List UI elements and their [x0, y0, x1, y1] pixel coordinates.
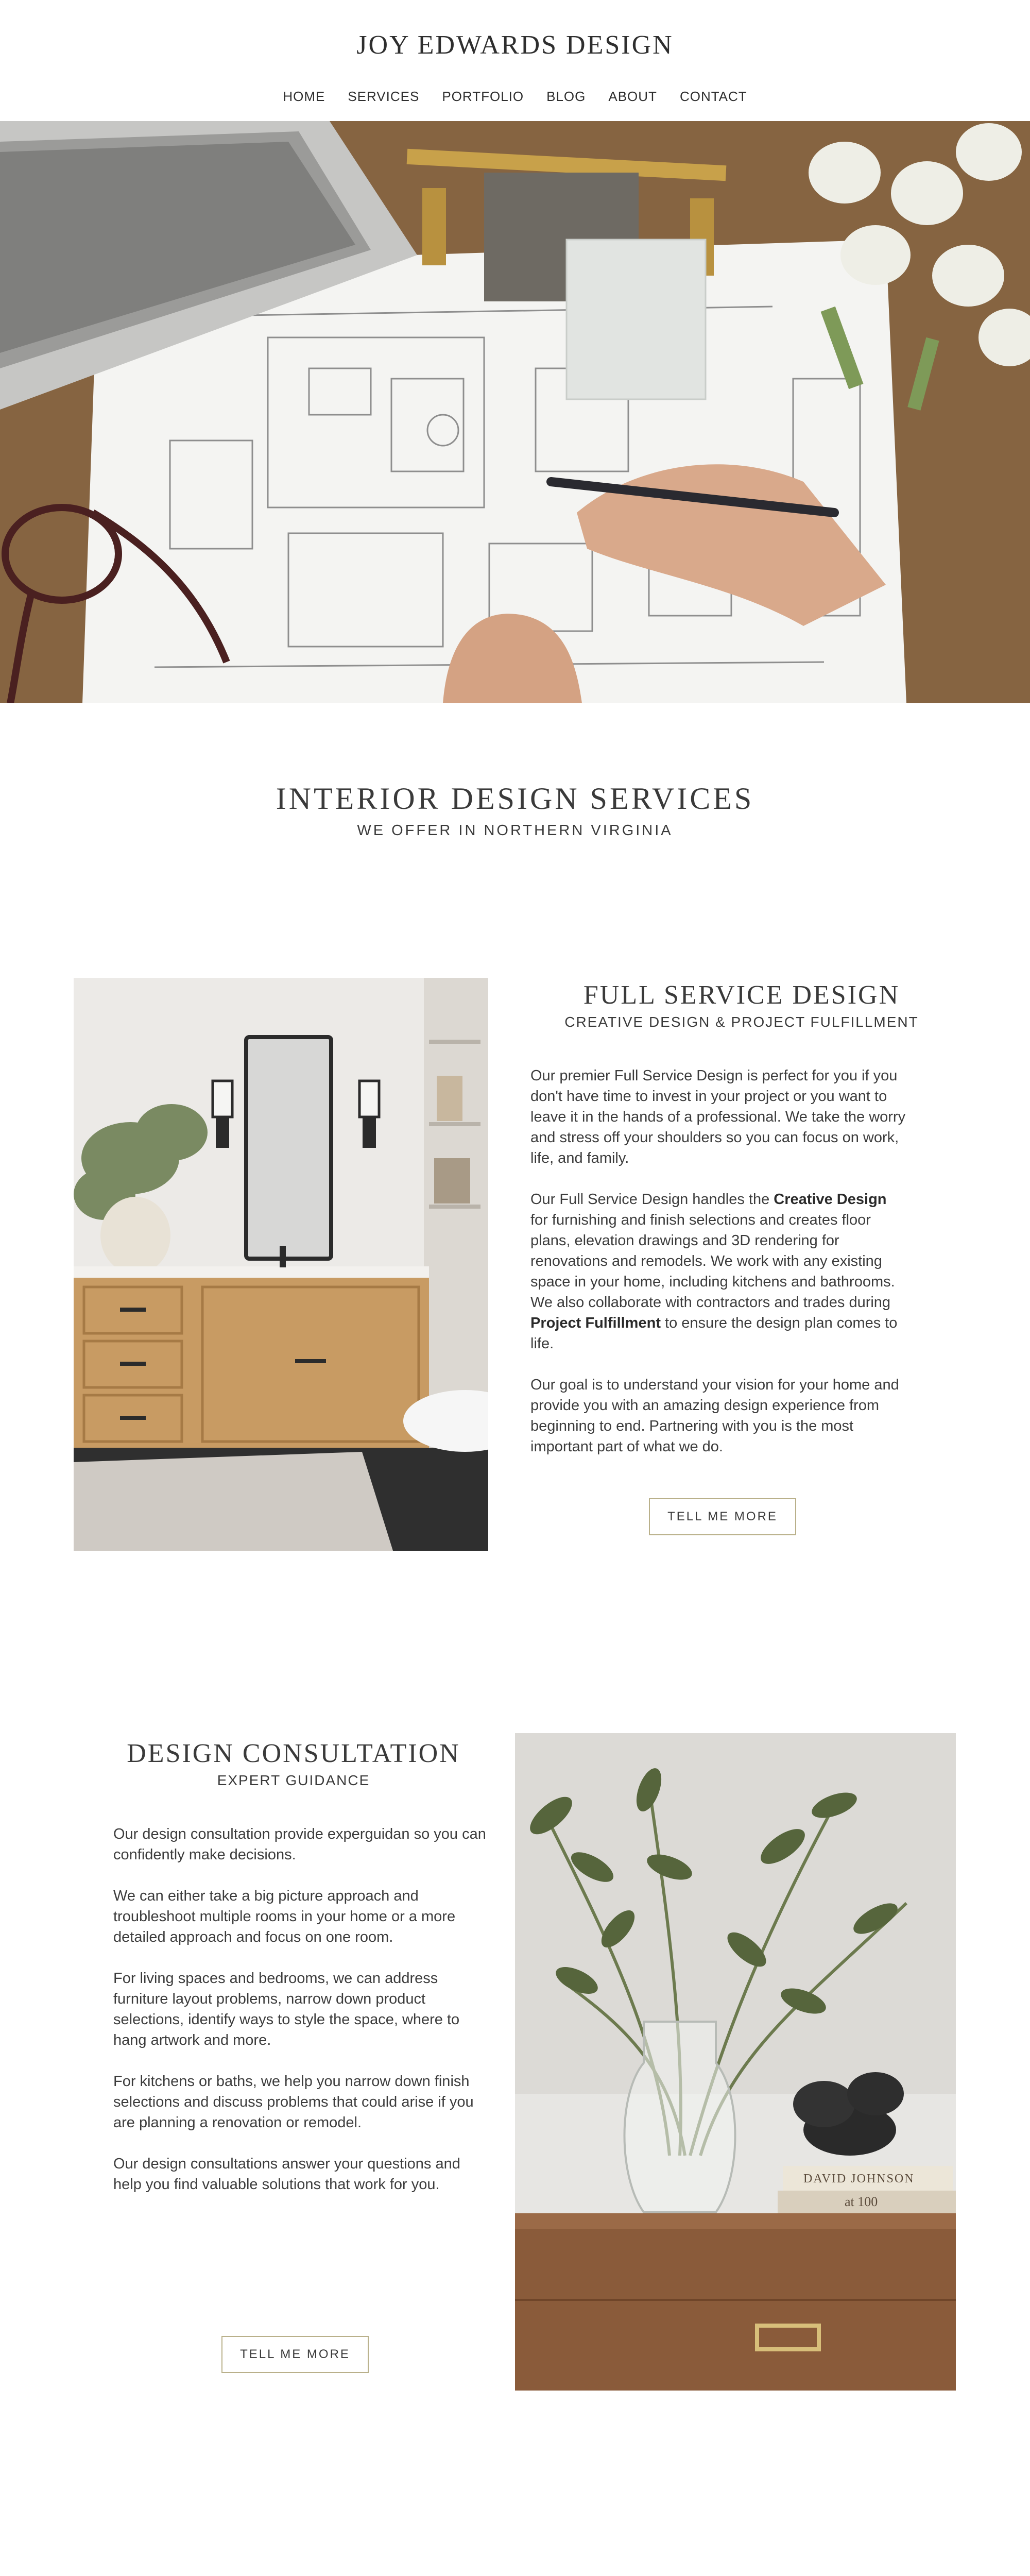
consultation-title: DESIGN CONSULTATION — [127, 1739, 460, 1768]
paragraph-text: for furnishing and finish selections and creates floor plans, elevation drawings and 3D rendering for renovations and remodels. We work with any existing space in your home, including kitchens and bathrooms. We also collaborate with contractors and trades during — [530, 1212, 895, 1311]
creative-design-emphasis: Creative Design — [774, 1191, 887, 1208]
hero-image — [0, 121, 1030, 703]
full-service-subtitle: CREATIVE DESIGN & PROJECT FULFILLMENT — [564, 1014, 919, 1030]
consultation-paragraph-5: Our design consultations answer your questions and help you find valuable solutions that work for you. — [113, 2156, 460, 2193]
paragraph-text: Our Full Service Design handles the — [530, 1191, 774, 1208]
consultation-paragraph-3: For living spaces and bedrooms, we can address furniture layout problems, narrow down product selections, identify ways to style the space, where to hang artwork and more. — [113, 1970, 460, 2048]
project-fulfillment-emphasis: Project Fulfillment — [530, 1315, 661, 1331]
full-service-paragraph-3: Our goal is to understand your vision for your home and provide you with an amazing design experience from beginning to end. Partnering with you is the most important part of what we do. — [530, 1377, 899, 1455]
vase-dresser-image — [515, 1733, 956, 2391]
book-title-text: at 100 — [845, 2194, 878, 2209]
consultation-subtitle: EXPERT GUIDANCE — [217, 1772, 370, 1788]
site-title[interactable]: JOY EDWARDS DESIGN — [356, 30, 674, 60]
consultation-paragraph-2: We can either take a big picture approach and troubleshoot multiple rooms in your home or a more detailed approach and focus on one room. — [113, 1888, 456, 1945]
consultation-paragraph-4: For kitchens or baths, we help you narrow down finish selections and discuss problems that could arise if you are planning a renovation or remodel. — [113, 2073, 474, 2131]
nav-about[interactable]: ABOUT — [608, 89, 657, 104]
consultation-body — [113, 1824, 489, 2215]
full-service-paragraph-2 — [530, 1189, 906, 1354]
services-title: INTERIOR DESIGN SERVICES — [276, 782, 754, 816]
nav-home[interactable]: HOME — [283, 89, 325, 104]
consultation-tell-me-more-button[interactable]: TELL ME MORE — [221, 2336, 369, 2373]
nav-blog[interactable]: BLOG — [546, 89, 586, 104]
consultation-paragraph-1: Our design consultation provide experguidan so you can confidently make decisions. — [113, 1826, 486, 1863]
full-service-paragraph-1: Our premier Full Service Design is perfect for you if you don't have time to invest in your project or you want to leave it in the hands of a professional. We take the worry and stress off your shoulders so you can focus on work, life, and family. — [530, 1067, 906, 1166]
nav-contact[interactable]: CONTACT — [679, 89, 747, 104]
full-service-title: FULL SERVICE DESIGN — [583, 980, 900, 1010]
paragraph-text: to ensure the design plan comes to life. — [530, 1315, 898, 1352]
full-service-body — [530, 1065, 906, 1478]
services-subtitle: WE OFFER IN NORTHERN VIRGINIA — [357, 822, 673, 839]
bathroom-illustration — [74, 978, 488, 1551]
bathroom-image — [74, 978, 488, 1551]
main-nav — [0, 89, 1030, 105]
vase-dresser-illustration — [515, 1733, 956, 2391]
nav-portfolio[interactable]: PORTFOLIO — [442, 89, 524, 104]
hero-desk-illustration — [0, 121, 1030, 703]
book-spine-text: DAVID JOHNSON — [803, 2172, 915, 2185]
nav-services[interactable]: SERVICES — [348, 89, 420, 104]
full-service-tell-me-more-button[interactable]: TELL ME MORE — [649, 1498, 796, 1535]
